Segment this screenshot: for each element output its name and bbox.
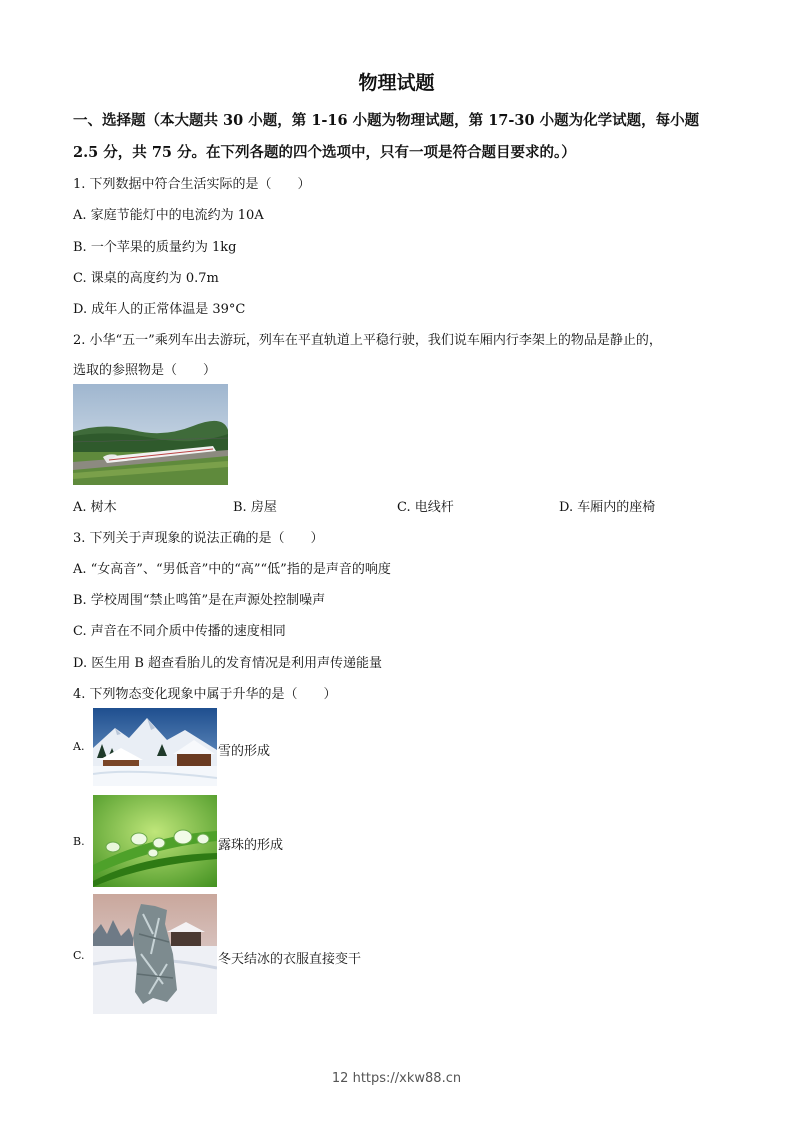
question-1-option-c: C. 课桌的高度约为 0.7m [73,271,219,286]
question-3-option-c: C. 声音在不同介质中传播的速度相同 [73,624,286,639]
question-4-option-c-text: 冬天结冰的衣服直接变干 [218,952,362,967]
dew-drops-photo [93,795,217,887]
question-1-option-a: A. 家庭节能灯中的电流约为 10A [73,208,264,223]
question-3-option-b: B. 学校周围“禁止鸣笛”是在声源处控制噪声 [73,593,326,608]
question-1-option-b: B. 一个苹果的质量约为 1kg [73,240,237,255]
question-4-option-a-text: 雪的形成 [218,744,271,759]
section-heading-line-2: 2.5 分，共 75 分。在下列各题的四个选项中，只有一项是符合题目要求的。） [73,144,576,161]
question-2-option-b: B. 房屋 [233,500,277,515]
question-2-option-d: D. 车厢内的座椅 [559,500,656,515]
question-4-stem: 4. 下列物态变化现象中属于升华的是（ ） [73,687,337,702]
train-photo [73,384,228,485]
question-2-stem-line-1: 2. 小华“五一”乘列车出去游玩，列车在平直轨道上平稳行驶，我们说车厢内行李架上的物品是静止的， [73,333,662,348]
frozen-clothes-photo [93,894,217,1014]
question-2-stem-line-2: 选取的参照物是（ ） [73,363,217,378]
page-footer: 12 https://xkw88.cn [331,1071,462,1086]
question-1-stem: 1. 下列数据中符合生活实际的是（ ） [73,177,311,192]
question-4-option-a-letter: A. [73,740,85,753]
question-2-option-c: C. 电线杆 [397,500,454,515]
snow-cabin-photo [93,708,217,786]
question-3-option-a: A. “女高音”、“男低音”中的“高”“低”指的是声音的响度 [73,562,391,577]
question-3-option-d: D. 医生用 B 超查看胎儿的发育情况是利用声传递能量 [73,656,383,671]
section-heading-line-1: 一、选择题（本大题共 30 小题，第 1-16 小题为物理试题，第 17-30 小题为化学试题，每小题 [73,112,700,129]
question-1-option-d: D. 成年人的正常体温是 39°C [73,302,246,317]
question-4-option-c-letter: C. [73,949,85,962]
question-2-option-a: A. 树木 [73,500,117,515]
page-title: 物理试题 [358,72,435,94]
question-4-option-b-text: 露珠的形成 [218,838,284,853]
question-4-option-b-letter: B. [73,835,85,848]
question-3-stem: 3. 下列关于声现象的说法正确的是（ ） [73,531,324,546]
